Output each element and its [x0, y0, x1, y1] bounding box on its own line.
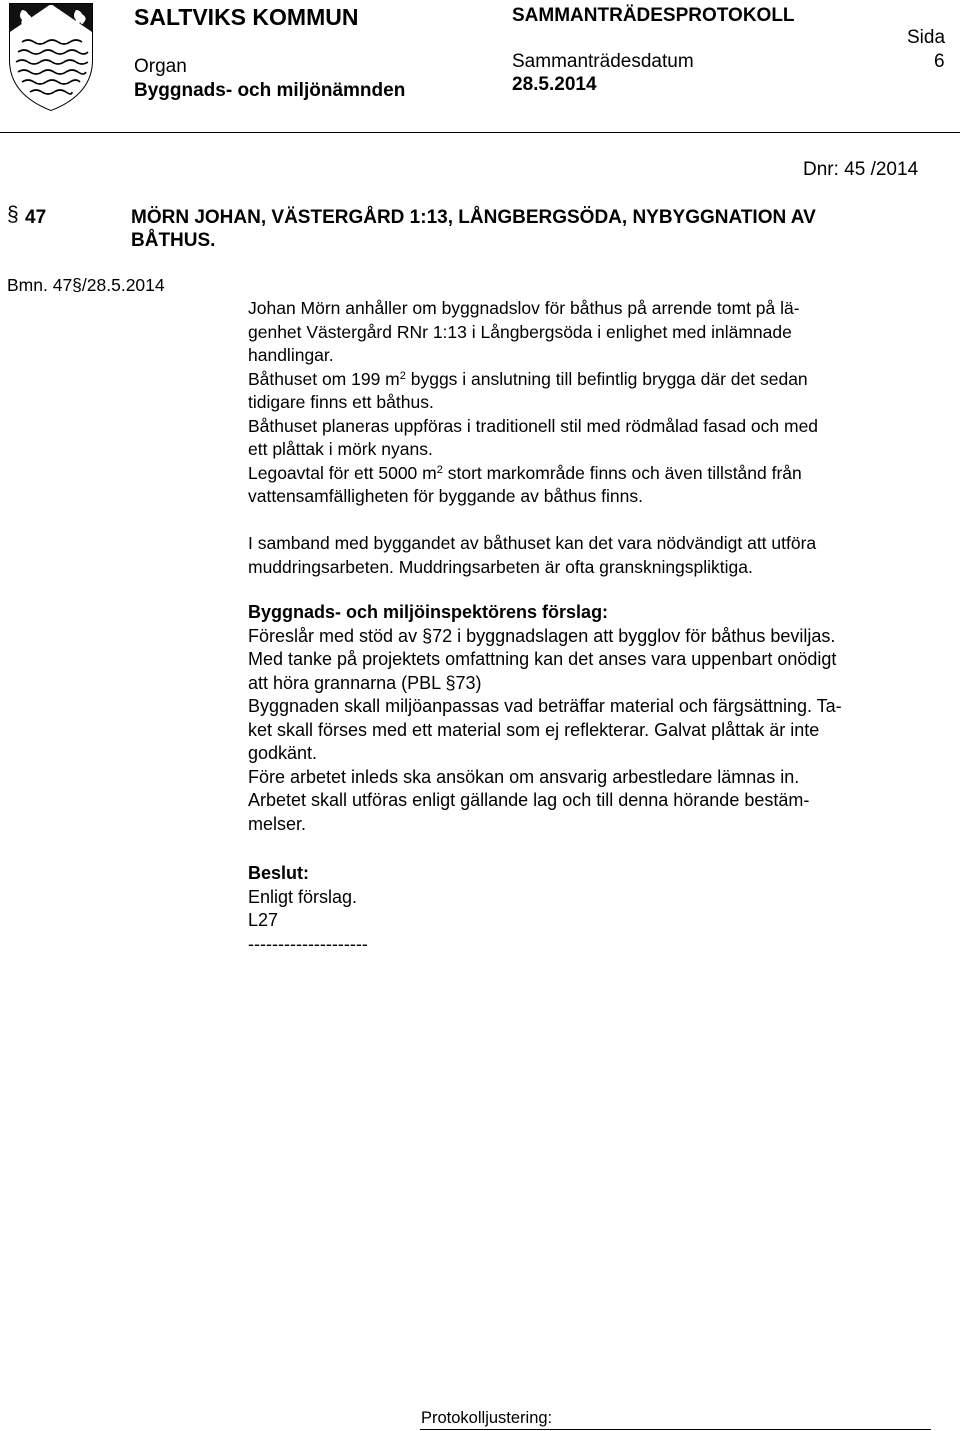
decision-heading: Beslut:: [248, 863, 310, 883]
body-p1-line3: handlingar.: [248, 345, 334, 365]
body-p5-line2: muddringsarbeten. Muddringsarbeten är ofta granskningspliktiga.: [248, 556, 753, 577]
page-number: 6: [934, 51, 945, 72]
body-p3-line1: Båthuset planeras uppföras i traditionell stil med rödmålad fasad och med: [248, 415, 819, 436]
item-reference: Bmn. 47§/28.5.2014: [7, 275, 165, 295]
organ-label: Organ: [134, 56, 187, 77]
proposal-line: melser.: [248, 813, 307, 834]
footer-label: Protokolljustering:: [421, 1409, 553, 1427]
proposal-line: Med tanke på projektets omfattning kan det anses vara uppenbart onödigt: [248, 649, 837, 669]
proposal-line: ket skall förses med ett material som ej reflekterar. Galvat plåttak är inte: [248, 719, 820, 740]
organ-name: Byggnads- och miljönämnden: [134, 80, 406, 101]
body-p5-line1: I samband med byggandet av båthuset kan det vara nödvändigt att utföra: [248, 533, 817, 553]
decision-line: --------------------: [248, 933, 368, 954]
item-number: 47: [25, 207, 47, 228]
meeting-date-label: Sammanträdesdatum: [512, 51, 694, 72]
proposal-section: [248, 601, 928, 836]
proposal-line: att höra grannarna (PBL §73): [248, 672, 482, 693]
proposal-line: godkänt.: [248, 743, 318, 763]
proposal-line: Byggnaden skall miljöanpassas vad beträffar material och färgsättning. Ta-: [248, 696, 842, 716]
proposal-line: Föreslår med stöd av §72 i byggnadslagen att bygglov för båthus beviljas.: [248, 625, 836, 646]
proposal-heading: Byggnads- och miljöinspektörens förslag:: [248, 602, 609, 622]
decision-line: L27: [248, 910, 279, 930]
body-p3-line2: ett plåttak i mörk nyans.: [248, 439, 433, 459]
dnr: Dnr: 45 /2014: [803, 159, 919, 180]
body-p2-line2: tidigare finns ett båthus.: [248, 392, 434, 412]
protocol-title: SAMMANTRÄDESPROTOKOLL: [512, 5, 795, 26]
decision-line: Enligt förslag.: [248, 886, 358, 907]
body-p2-line1: Båthuset om 199 $m^2$ byggs i anslutning till befintlig brygga där det sedan: [248, 368, 808, 389]
section-mark: §: [7, 203, 19, 226]
footer-signature-line: [420, 1429, 931, 1430]
coat-of-arms-logo: [8, 2, 94, 112]
decision-section: [248, 862, 928, 956]
meeting-date: 28.5.2014: [512, 74, 597, 95]
body-p4-line2: vattensamfälligheten för byggande av båthus finns.: [248, 486, 643, 506]
body-p1-line1: Johan Mörn anhåller om byggnadslov för båthus på arrende tomt på lä-: [248, 298, 800, 318]
page-label: Sida: [907, 27, 946, 48]
item-title-line1: MÖRN JOHAN, VÄSTERGÅRD 1:13, LÅNGBERGSÖDA, NYBYGGNATION AV: [131, 207, 816, 228]
municipality-name: SALTVIKS KOMMUN: [134, 4, 359, 30]
body-p4-line1: Legoavtal för ett 5000 $m^2$ stort markområde finns och även tillstånd från: [248, 462, 802, 483]
header-divider: [0, 132, 960, 133]
item-title-line2: BÅTHUS.: [131, 230, 216, 251]
body-text: [248, 297, 928, 579]
proposal-line: Arbetet skall utföras enligt gällande lag och till denna hörande bestäm-: [248, 790, 810, 810]
body-p1-line2: genhet Västergård RNr 1:13 i Långbergsöda i enlighet med inlämnade: [248, 321, 792, 342]
proposal-line: Före arbetet inleds ska ansökan om ansvarig arbestledare lämnas in.: [248, 766, 800, 787]
